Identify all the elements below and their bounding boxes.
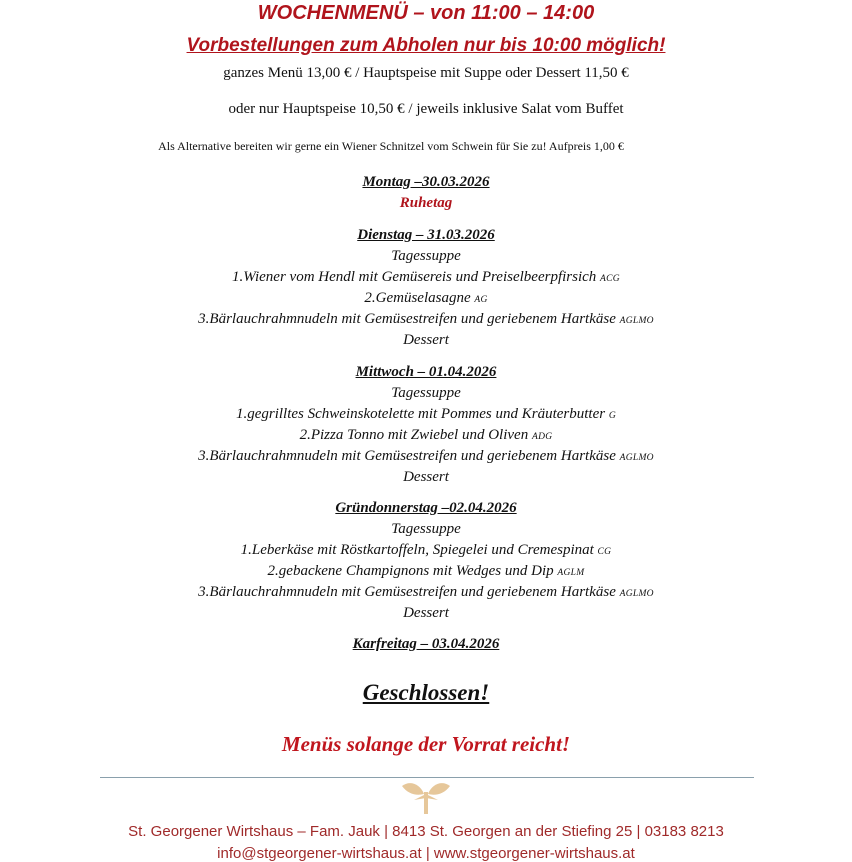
preorder-notice: Vorbestellungen zum Abholen nur bis 10:00 möglich! xyxy=(186,35,666,56)
menu-item-text: Dessert xyxy=(403,605,449,621)
allergen-codes: AGLM xyxy=(557,568,585,578)
menu-item-text: 1.Leberkäse mit Röstkartoffeln, Spiegelei und Cremespinat xyxy=(240,542,594,558)
allergen-codes: AGLMO xyxy=(619,316,654,326)
menu-item xyxy=(0,290,852,307)
menu-item xyxy=(0,584,852,601)
menu-title: WOCHENMENÜ – von 11:00 – 14:00 xyxy=(257,2,595,24)
day-note: Ruhetag xyxy=(399,195,453,211)
logo-icon xyxy=(0,780,852,819)
allergen-codes: ACG xyxy=(600,274,620,284)
footer-contact: info@stgeorgener-wirtshaus.at | www.stgeorgener-wirtshaus.at xyxy=(217,845,635,862)
menu-item xyxy=(0,269,852,286)
menu-item-text: 3.Bärlauchrahmnudeln mit Gemüsestreifen und geriebenem Hartkäse xyxy=(198,584,616,600)
menu-item xyxy=(0,605,852,622)
menu-item-text: Dessert xyxy=(403,332,449,348)
menu-item xyxy=(0,427,852,444)
allergen-codes: ADG xyxy=(531,432,553,442)
day-heading: Mittwoch – 01.04.2026 xyxy=(355,364,497,380)
prices-line-1: ganzes Menü 13,00 € / Hauptspeise mit Suppe oder Dessert 11,50 € xyxy=(223,65,629,81)
footer-address: St. Georgener Wirtshaus – Fam. Jauk | 8413 St. Georgen an der Stiefing 25 | 03183 8213 xyxy=(128,823,724,840)
menu-item-text: 1.gegrilltes Schweinskotelette mit Pommes und Kräuterbutter xyxy=(235,406,606,422)
menu-item xyxy=(0,385,852,402)
supply-note: Menüs solange der Vorrat reicht! xyxy=(281,732,571,756)
footer-divider xyxy=(100,777,754,778)
menu-item xyxy=(0,521,852,538)
menu-item-text: Tagessuppe xyxy=(391,521,461,537)
menu-item xyxy=(0,563,852,580)
menu-item-text: 2.gebackene Champignons mit Wedges und Dip xyxy=(267,563,554,579)
menu-item xyxy=(0,542,852,559)
menu-item xyxy=(0,469,852,486)
prices-line-2: oder nur Hauptspeise 10,50 € / jeweils inklusive Salat vom Buffet xyxy=(228,101,624,117)
menu-item-text: Tagessuppe xyxy=(391,248,461,264)
allergen-codes: G xyxy=(608,411,617,421)
menu-item-text: 2.Gemüselasagne xyxy=(364,290,471,306)
menu-item xyxy=(0,311,852,328)
menu-item xyxy=(0,406,852,423)
day-heading: Montag –30.03.2026 xyxy=(362,174,490,190)
day-heading: Karfreitag – 03.04.2026 xyxy=(352,636,500,652)
menu-item xyxy=(0,248,852,265)
menu-item-text: 2.Pizza Tonno mit Zwiebel und Oliven xyxy=(299,427,529,443)
allergen-codes: CG xyxy=(597,547,612,557)
menu-item-text: 3.Bärlauchrahmnudeln mit Gemüsestreifen und geriebenem Hartkäse xyxy=(198,448,616,464)
alternative-note: Als Alternative bereiten wir gerne ein Wiener Schnitzel vom Schwein für Sie zu! Aufpreis 1,00 € xyxy=(158,139,624,153)
closed-notice: Geschlossen! xyxy=(362,680,490,705)
menu-item-text: 1.Wiener vom Hendl mit Gemüsereis und Preiselbeerpfirsich xyxy=(232,269,597,285)
allergen-codes: AGLMO xyxy=(619,453,654,463)
allergen-codes: AGLMO xyxy=(619,589,654,599)
day-heading: Dienstag – 31.03.2026 xyxy=(357,227,495,243)
allergen-codes: AG xyxy=(474,295,488,305)
menu-item-text: Tagessuppe xyxy=(391,385,461,401)
menu-item-text: 3.Bärlauchrahmnudeln mit Gemüsestreifen und geriebenem Hartkäse xyxy=(198,311,616,327)
menu-item xyxy=(0,448,852,465)
menu-item xyxy=(0,332,852,349)
day-heading: Gründonnerstag –02.04.2026 xyxy=(335,500,517,516)
menu-item-text: Dessert xyxy=(403,469,449,485)
